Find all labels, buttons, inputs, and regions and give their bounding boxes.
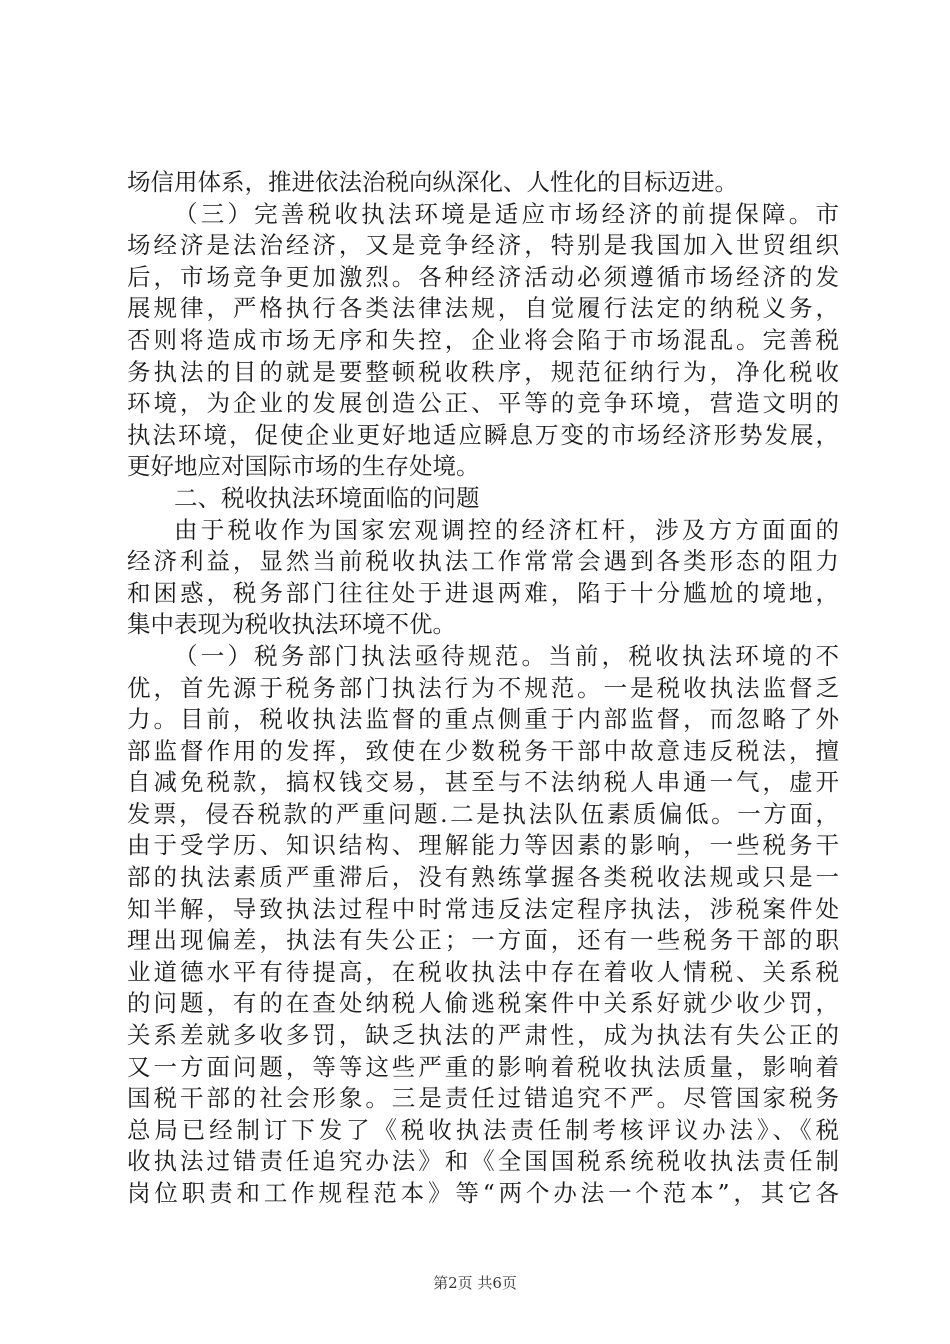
text-line: 业道德水平有待提高，在税收执法中存在着收人情税、关系税 <box>127 957 839 986</box>
text-line: 场经济是法治经济，又是竞争经济，特别是我国加入世贸组织 <box>127 231 839 260</box>
text-line: 和困惑，税务部门往往处于进退两难，陷于十分尴尬的境地， <box>127 578 839 607</box>
text-line: 又一方面问题，等等这些严重的影响着税收执法质量，影响着 <box>127 1052 839 1081</box>
text-line: 更好地应对国际市场的生存处境。 <box>127 452 480 481</box>
text-line: 后，市场竞争更加激烈。各种经济活动必须遵循市场经济的发 <box>127 262 839 291</box>
text-line: 力。目前，税收执法监督的重点侧重于内部监督，而忽略了外 <box>127 705 839 734</box>
text-line: 自减免税款，搞权钱交易，甚至与不法纳税人串通一气，虚开 <box>127 768 839 797</box>
text-line: 场信用体系，推进依法治税向纵深化、人性化的目标迈进。 <box>127 168 738 196</box>
text-line: 总局已经制订下发了《税收执法责任制考核评议办法》、《税 <box>127 1115 839 1144</box>
text-line: 务执法的目的就是要整顿税收秩序，规范征纳行为，净化税收 <box>127 357 839 386</box>
text-line: 收执法过错责任追究办法》和《全国国税系统税收执法责任制 <box>127 1147 839 1176</box>
text-line: 部的执法素质严重滞后，没有熟练掌握各类税收法规或只是一 <box>127 863 839 892</box>
page-number-footer: 第2页 共6页 <box>433 1274 517 1292</box>
document-body <box>127 167 839 1210</box>
text-line: 关系差就多收多罚，缺乏执法的严肃性，成为执法有失公正的 <box>127 1021 839 1050</box>
text-line: 展规律，严格执行各类法律法规，自觉履行法定的纳税义务， <box>127 294 839 323</box>
text-line: 二、税收执法环境面临的问题 <box>174 483 480 512</box>
text-line: （一）税务部门执法亟待规范。当前，税收执法环境的不 <box>174 641 839 670</box>
text-line: 发票，侵吞税款的严重问题.二是执法队伍素质偏低。一方面， <box>127 799 839 828</box>
text-line: 环境，为企业的发展创造公正、平等的竞争环境，营造文明的 <box>127 389 839 418</box>
text-line: 理出现偏差，执法有失公正；一方面，还有一些税务干部的职 <box>127 926 839 955</box>
text-line: 国税干部的社会形象。三是责任过错追究不严。尽管国家税务 <box>127 1084 839 1113</box>
text-line: 由于税收作为国家宏观调控的经济杠杆，涉及方方面面的 <box>174 515 839 544</box>
text-line: 部监督作用的发挥，致使在少数税务干部中故意违反税法，擅 <box>127 736 839 765</box>
text-line: 优，首先源于税务部门执法行为不规范。一是税收执法监督乏 <box>127 673 839 702</box>
text-line: 执法环境，促使企业更好地适应瞬息万变的市场经济形势发展， <box>127 420 839 449</box>
text-line: 由于受学历、知识结构、理解能力等因素的影响，一些税务干 <box>127 831 839 860</box>
text-line: 否则将造成市场无序和失控，企业将会陷于市场混乱。完善税 <box>127 325 839 354</box>
text-line: 集中表现为税收执法环境不优。 <box>127 610 456 639</box>
text-line: 知半解，导致执法过程中时常违反法定程序执法，涉税案件处 <box>127 894 839 923</box>
text-line: 的问题，有的在查处纳税人偷逃税案件中关系好就少收少罚， <box>127 989 839 1018</box>
text-line: 岗位职责和工作规程范本》等“两个办法一个范本”，其它各 <box>127 1179 839 1207</box>
text-line: 经济利益，显然当前税收执法工作常常会遇到各类形态的阻力 <box>127 547 839 576</box>
text-line: （三）完善税收执法环境是适应市场经济的前提保障。市 <box>174 199 839 228</box>
